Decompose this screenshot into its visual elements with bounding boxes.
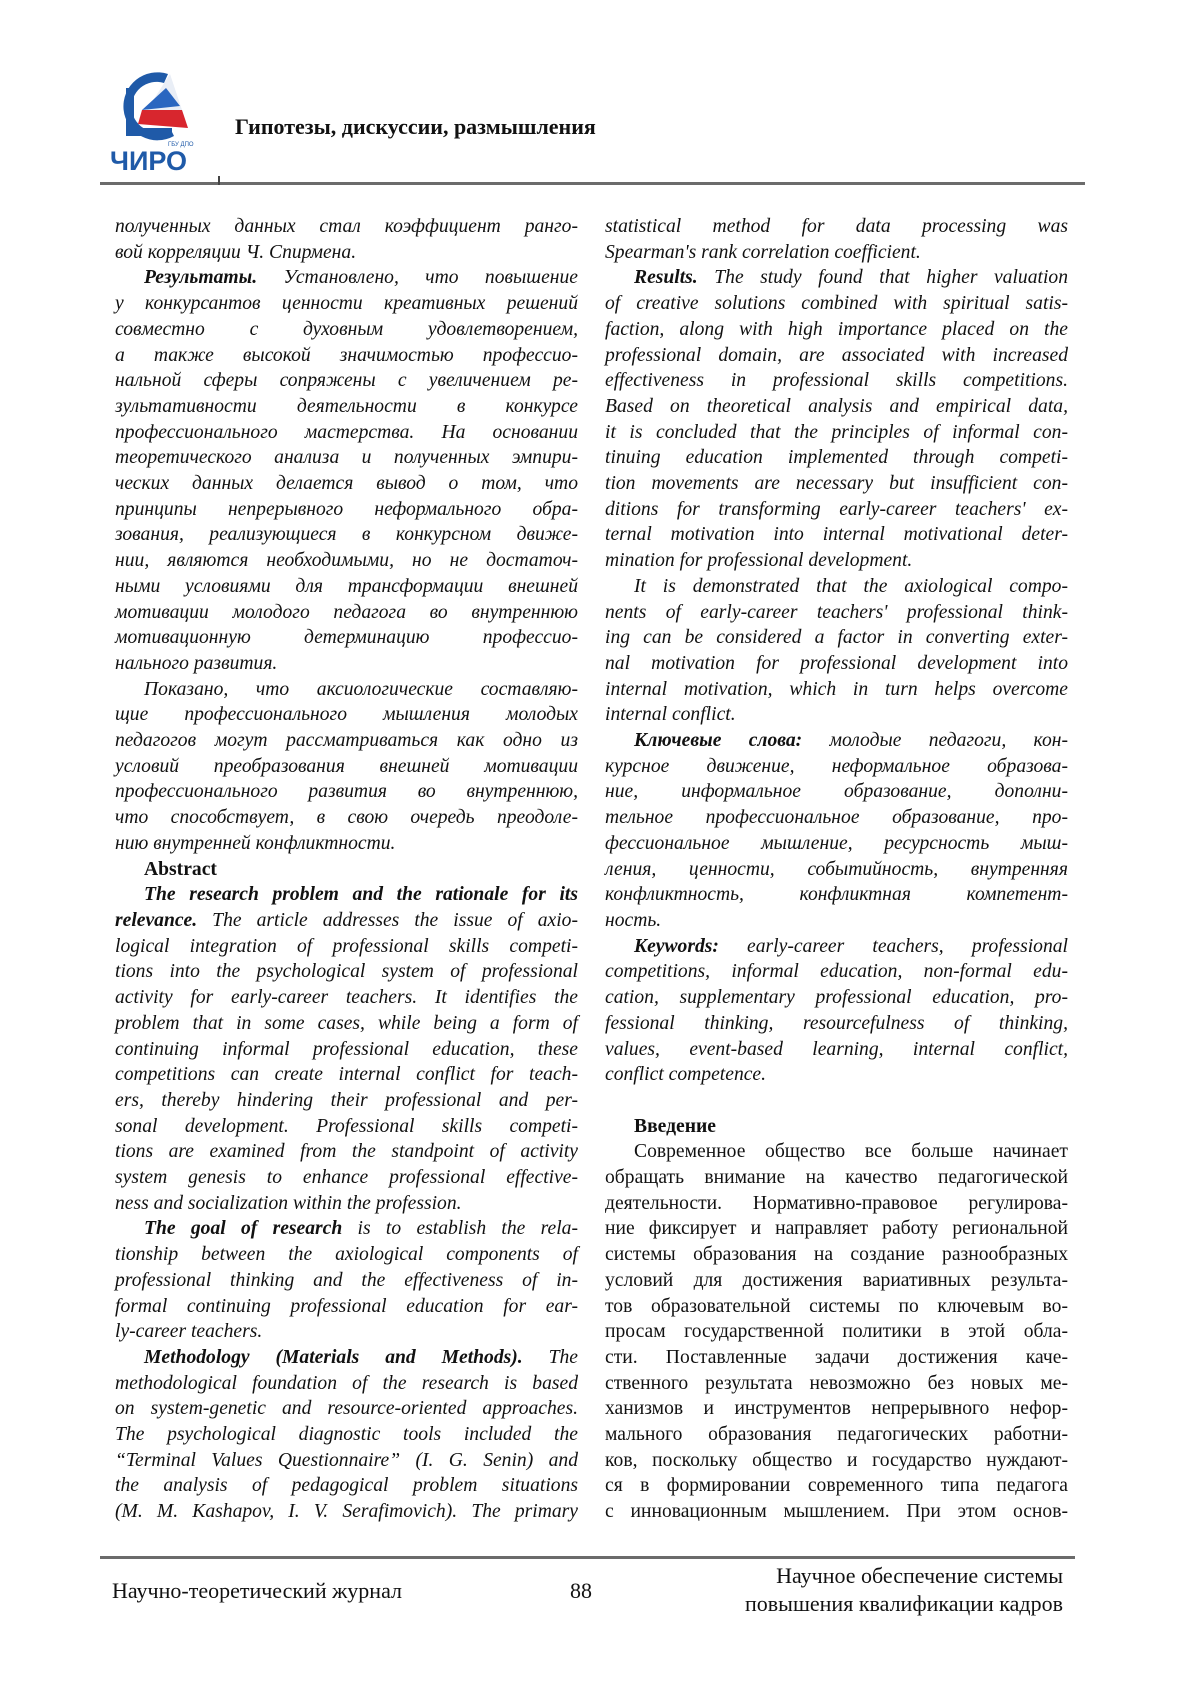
right-column — [605, 214, 1068, 1525]
text-line — [115, 1062, 578, 1088]
text-line — [115, 985, 578, 1011]
text-line — [605, 1396, 1068, 1422]
line-text: полученных данных стал коэффициент ранго- — [115, 216, 578, 237]
line-text: ing can be considered a factor in converting exter- — [605, 627, 1068, 648]
text-line — [605, 471, 1068, 497]
line-text: continuing informal professional education, these — [115, 1039, 578, 1060]
text-line — [605, 728, 1068, 754]
text-line — [115, 959, 578, 985]
text-line — [115, 600, 578, 626]
text-line — [605, 522, 1068, 548]
text-line — [605, 754, 1068, 780]
text-line — [115, 265, 578, 291]
text-line — [115, 1396, 578, 1422]
left-column — [115, 214, 578, 1525]
text-line — [605, 1371, 1068, 1397]
line-text: it is concluded that the principles of informal con- — [605, 422, 1068, 443]
line-text: деятельности. Нормативно-правовое регулирова- — [605, 1193, 1068, 1214]
text-line — [605, 1294, 1068, 1320]
line-text: is to establish the rela- — [342, 1218, 578, 1239]
line-text: тельное профессиональное образование, про- — [605, 807, 1068, 828]
line-text: нии, являются необходимыми, но не достаточ- — [115, 550, 578, 571]
line-text: effectiveness in professional skills competitions. — [605, 370, 1068, 391]
text-line — [115, 1165, 578, 1191]
text-line — [605, 214, 1068, 240]
text-line — [115, 805, 578, 831]
line-text: ние, информальное образование, дополни- — [605, 781, 1068, 802]
line-text: Современное общество все больше начинает — [634, 1141, 1068, 1162]
text-line — [115, 497, 578, 523]
line-text: профессионального мастерства. На основании — [115, 422, 578, 443]
line-text: нальной сферы сопряжены с увеличением ре- — [115, 370, 578, 391]
text-line — [115, 677, 578, 703]
text-line — [605, 831, 1068, 857]
text-line — [115, 1139, 578, 1165]
line-text: нального развития. — [115, 653, 277, 674]
text-line — [605, 651, 1068, 677]
line-text: ternal motivation into internal motivational deter- — [605, 524, 1068, 545]
line-text: ность. — [605, 910, 661, 931]
line-text: cation, supplementary professional education, pro- — [605, 987, 1068, 1008]
text-line — [115, 471, 578, 497]
paragraph — [115, 265, 578, 676]
line-text: on system-genetic and resource-oriented approaches. — [115, 1398, 578, 1419]
paragraph — [605, 574, 1068, 728]
line-text: internal motivation, which in turn helps overcome — [605, 679, 1068, 700]
spacer — [605, 1088, 1068, 1114]
text-line — [605, 1499, 1068, 1525]
text-line — [115, 882, 578, 908]
line-text: мального образования педагогических работни- — [605, 1424, 1068, 1445]
line-text: The psychological diagnostic tools included the — [115, 1424, 578, 1445]
text-line — [115, 291, 578, 317]
line-text: молодые педагоги, кон- — [802, 730, 1068, 751]
text-line — [115, 754, 578, 780]
line-text: мотивации молодого педагога во внутреннюю — [115, 602, 578, 623]
text-line — [115, 343, 578, 369]
bold-lead: The research problem and the rationale for its — [144, 884, 578, 905]
text-line — [605, 882, 1068, 908]
line-text: logical integration of professional skills competi- — [115, 936, 578, 957]
line-text: ly-career teachers. — [115, 1321, 262, 1342]
line-text: курсное движение, неформальное образова- — [605, 756, 1068, 777]
text-line — [115, 240, 578, 266]
text-line — [115, 1088, 578, 1114]
text-line — [115, 522, 578, 548]
footer-journal-title — [745, 1562, 1063, 1618]
text-line — [115, 1422, 578, 1448]
logo-emblem-icon — [108, 66, 208, 176]
line-text: тов образовательной системы по ключевым во- — [605, 1296, 1068, 1317]
line-text: professional domain, are associated with increased — [605, 345, 1068, 366]
line-text: ственного результата невозможно без новых ме- — [605, 1373, 1068, 1394]
text-line — [115, 574, 578, 600]
line-text: что способствует, в свою очередь преодоле- — [115, 807, 578, 828]
text-line — [605, 985, 1068, 1011]
text-line — [115, 1448, 578, 1474]
page-number: 88 — [570, 1578, 592, 1604]
line-text: The article addresses the issue of axio- — [197, 910, 578, 931]
text-line — [115, 1499, 578, 1525]
line-text: обращать внимание на качество педагогической — [605, 1167, 1068, 1188]
line-text: the analysis of pedagogical problem situations — [115, 1475, 578, 1496]
text-line — [115, 420, 578, 446]
line-text: щие профессионального мышления молодых — [115, 704, 578, 725]
line-text: tions are examined from the standpoint of activity — [115, 1141, 578, 1162]
line-text: professional thinking and the effectiveness of in- — [115, 1270, 578, 1291]
chiro-logo — [108, 66, 208, 176]
text-line — [115, 1011, 578, 1037]
text-line — [605, 1448, 1068, 1474]
text-line — [605, 265, 1068, 291]
line-text: Based on theoretical analysis and empirical data, — [605, 396, 1068, 417]
text-line — [115, 779, 578, 805]
section-heading: Abstract — [115, 857, 578, 883]
line-text: ханизмов и инструментов непрерывного нефор- — [605, 1398, 1068, 1419]
paragraph — [115, 1216, 578, 1345]
bold-lead: Results. — [634, 267, 698, 288]
line-text: ditions for transforming early-career teachers' ex- — [605, 499, 1068, 520]
paragraph — [115, 882, 578, 1216]
bold-lead: Keywords: — [634, 936, 719, 957]
text-line — [605, 1139, 1068, 1165]
line-text: tionship between the axiological components of — [115, 1244, 578, 1265]
bold-lead: The goal of research — [144, 1218, 342, 1239]
line-text: ness and socialization within the profession. — [115, 1193, 462, 1214]
text-line — [605, 857, 1068, 883]
line-text: The study found that higher valuation — [698, 267, 1068, 288]
line-text: “Terminal Values Questionnaire” (I. G. Senin) and — [115, 1450, 578, 1471]
paragraph — [115, 677, 578, 857]
paragraph — [605, 728, 1068, 934]
line-text: зования, реализующиеся в конкурсном движе- — [115, 524, 578, 545]
svg-text:ЧИРО: ЧИРО — [110, 146, 187, 176]
line-text: условий преобразования внешней мотивации — [115, 756, 578, 777]
text-line — [115, 368, 578, 394]
line-text: It is demonstrated that the axiological compo- — [634, 576, 1068, 597]
text-line — [115, 1114, 578, 1140]
bold-lead: relevance. — [115, 910, 197, 931]
text-line — [115, 1037, 578, 1063]
line-text: теоретического анализа и полученных эмпири- — [115, 447, 578, 468]
text-line — [605, 1345, 1068, 1371]
line-text: tion movements are necessary but insufficient con- — [605, 473, 1068, 494]
line-text: ческих данных делается вывод о том, что — [115, 473, 578, 494]
line-text: системы образования на создание разнообразных — [605, 1244, 1068, 1265]
line-text: of creative solutions combined with spiritual satis- — [605, 293, 1068, 314]
line-text: nal motivation for professional development into — [605, 653, 1068, 674]
text-line — [605, 1422, 1068, 1448]
text-line — [605, 779, 1068, 805]
text-line — [115, 1242, 578, 1268]
text-line — [605, 1011, 1068, 1037]
text-line — [605, 291, 1068, 317]
text-line — [605, 959, 1068, 985]
line-text: совместно с духовным удовлетворением, — [115, 319, 578, 340]
line-text: sonal development. Professional skills competi- — [115, 1116, 578, 1137]
line-text: а также высокой значимостью профессио- — [115, 345, 578, 366]
line-text: ления, ценности, событийность, внутренняя — [605, 859, 1068, 880]
bold-lead: Результаты. — [144, 267, 257, 288]
line-text: internal conflict. — [605, 704, 736, 725]
text-line — [115, 831, 578, 857]
text-line — [605, 1319, 1068, 1345]
text-line — [605, 908, 1068, 934]
text-line — [605, 445, 1068, 471]
line-text: values, event-based learning, internal conflict, — [605, 1039, 1068, 1060]
text-line — [115, 1268, 578, 1294]
text-line — [605, 1242, 1068, 1268]
paragraph — [115, 1345, 578, 1525]
text-line — [605, 240, 1068, 266]
line-text: просам государственной политики в этой обла- — [605, 1321, 1068, 1342]
line-text: nents of early-career teachers' professional think- — [605, 602, 1068, 623]
text-line — [605, 368, 1068, 394]
line-text: конфликтность, конфликтная компетент- — [605, 884, 1068, 905]
line-text: tinuing education implemented through competi- — [605, 447, 1068, 468]
line-text: mination for professional development. — [605, 550, 912, 571]
text-line — [605, 1268, 1068, 1294]
text-line — [115, 625, 578, 651]
text-line — [115, 1345, 578, 1371]
text-line — [115, 1294, 578, 1320]
line-text: ся в формировании современного типа педагога — [605, 1475, 1068, 1496]
paragraph — [115, 214, 578, 265]
text-line — [605, 934, 1068, 960]
line-text: system genesis to enhance professional effective- — [115, 1167, 578, 1188]
line-text: tions into the psychological system of professional — [115, 961, 578, 982]
line-text: ков, поскольку общество и государство нуждают- — [605, 1450, 1068, 1471]
text-line — [605, 1191, 1068, 1217]
text-line — [605, 394, 1068, 420]
text-line — [115, 908, 578, 934]
line-text: педагогов могут рассматриваться как одно из — [115, 730, 578, 751]
footer-title-line: повышения квалификации кадров — [745, 1590, 1063, 1618]
text-line — [115, 1371, 578, 1397]
header-rule — [100, 182, 1085, 185]
line-text: Spearman's rank correlation coefficient. — [605, 242, 921, 263]
line-text: нию внутренней конфликтности. — [115, 833, 395, 854]
line-text: ers, thereby hindering their professional and per- — [115, 1090, 578, 1111]
header-rule-tick — [218, 176, 220, 185]
line-text: у конкурсантов ценности креативных решений — [115, 293, 578, 314]
line-text: мотивационную детерминацию профессио- — [115, 627, 578, 648]
line-text: methodological foundation of the research is based — [115, 1373, 578, 1394]
line-text: зультативности деятельности в конкурсе — [115, 396, 578, 417]
text-line — [115, 651, 578, 677]
line-text: early-career teachers, professional — [719, 936, 1068, 957]
line-text: фессиональное мышление, ресурсность мыш- — [605, 833, 1068, 854]
footer-title-line: Научное обеспечение системы — [745, 1562, 1063, 1590]
paragraph — [605, 214, 1068, 265]
section-heading: Введение — [605, 1114, 1068, 1140]
line-text: The — [523, 1347, 578, 1368]
text-line — [115, 394, 578, 420]
footer-journal: Научно-теоретический журнал — [112, 1578, 402, 1604]
bold-lead: Ключевые слова: — [634, 730, 802, 751]
footer-rule — [100, 1556, 1075, 1559]
line-text: ными условиями для трансформации внешней — [115, 576, 578, 597]
line-text: принципы непрерывного неформального обра- — [115, 499, 578, 520]
line-text: условий для достижения вариативных результа- — [605, 1270, 1068, 1291]
line-text: вой корреляции Ч. Спирмена. — [115, 242, 356, 263]
text-line — [115, 1473, 578, 1499]
text-line — [115, 728, 578, 754]
line-text: (M. M. Kashapov, I. V. Serafimovich). The primary — [115, 1501, 578, 1522]
text-line — [115, 317, 578, 343]
line-text: ние фиксирует и направляет работу региональной — [605, 1218, 1068, 1239]
line-text: faction, along with high importance placed on the — [605, 319, 1068, 340]
text-line — [115, 1319, 578, 1345]
text-line — [605, 420, 1068, 446]
text-line — [605, 677, 1068, 703]
line-text: competitions, informal education, non-formal edu- — [605, 961, 1068, 982]
line-text: Установлено, что повышение — [257, 267, 578, 288]
text-line — [605, 343, 1068, 369]
line-text: сти. Поставленные задачи достижения каче- — [605, 1347, 1068, 1368]
text-line — [605, 625, 1068, 651]
text-line — [605, 1037, 1068, 1063]
paragraph — [605, 934, 1068, 1088]
section-title: Гипотезы, дискуссии, размышления — [235, 114, 596, 140]
text-line — [605, 1062, 1068, 1088]
line-text: competitions can create internal conflict for teach- — [115, 1064, 578, 1085]
line-text: fessional thinking, resourcefulness of thinking, — [605, 1013, 1068, 1034]
text-line — [115, 702, 578, 728]
text-line — [605, 1216, 1068, 1242]
line-text: statistical method for data processing was — [605, 216, 1068, 237]
text-line — [605, 497, 1068, 523]
line-text: профессионального развития во внутреннюю, — [115, 781, 578, 802]
text-line — [605, 1165, 1068, 1191]
text-line — [115, 214, 578, 240]
text-line — [115, 1191, 578, 1217]
text-line — [115, 1216, 578, 1242]
text-line — [605, 548, 1068, 574]
text-line — [605, 600, 1068, 626]
line-text: problem that in some cases, while being a form of — [115, 1013, 578, 1034]
line-text: formal continuing professional education for ear- — [115, 1296, 578, 1317]
text-line — [115, 548, 578, 574]
line-text: conflict competence. — [605, 1064, 766, 1085]
text-line — [605, 317, 1068, 343]
line-text: с инновационным мышлением. При этом основ- — [605, 1501, 1068, 1522]
line-text: activity for early-career teachers. It identifies the — [115, 987, 578, 1008]
text-line — [605, 805, 1068, 831]
paragraph — [605, 1139, 1068, 1525]
paragraph — [605, 265, 1068, 573]
text-line — [115, 445, 578, 471]
bold-lead: Methodology (Materials and Methods). — [144, 1347, 523, 1368]
text-line — [605, 574, 1068, 600]
text-line — [605, 702, 1068, 728]
text-line — [115, 934, 578, 960]
svg-text:ГБУ ДПО: ГБУ ДПО — [168, 142, 194, 148]
line-text: Показано, что аксиологические составляю- — [144, 679, 578, 700]
text-line — [605, 1473, 1068, 1499]
